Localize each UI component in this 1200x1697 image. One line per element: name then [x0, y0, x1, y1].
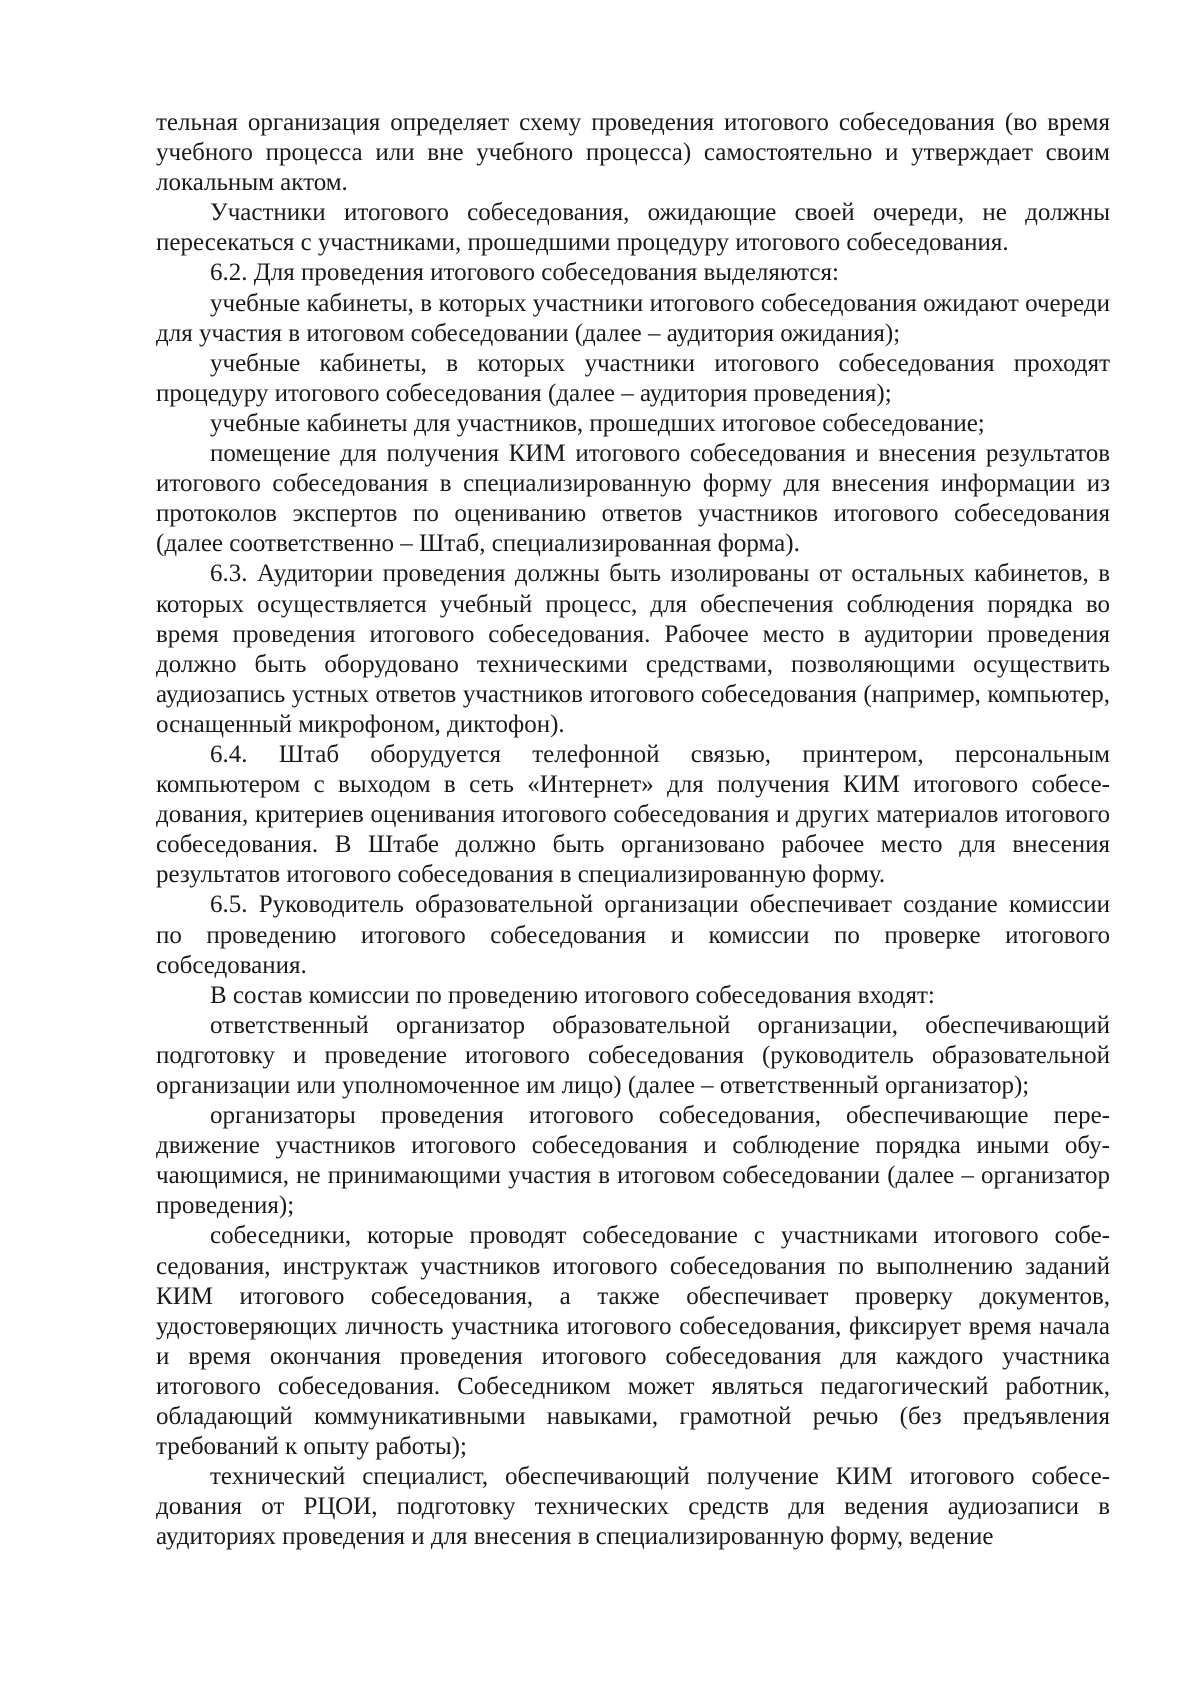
paragraph: Участники итогового собеседования, ожидающие своей очереди, не должны пересекаться с участниками, прошедшими процедуру итогового собеседования. [156, 199, 1110, 257]
paragraph: организаторы проведения итогового собеседования, обеспечивающие передвижение участников итогового собеседования и соблюдение порядка иными обучающимися, не принимающими участия в итоговом собеседовании (далее – организатор проведения); [156, 1102, 1110, 1220]
paragraph: помещение для получения КИМ итогового собеседования и внесения результатов итогового собеседования в специализированную форму для внесения информации из протоколов экспертов по оцениванию ответов участников итогового собеседования (далее соответственно – Штаб, специализированная форма). [156, 440, 1110, 558]
paragraph: учебные кабинеты, в которых участники итогового собеседования проходят процедуру итогового собеседования (далее – аудитория проведения); [156, 349, 1110, 407]
paragraph: В состав комиссии по проведению итогового собеседования входят: [210, 981, 935, 1009]
paragraph: тельная организация определяет схему проведения итогового собеседования (во время учебного процесса или вне учебного процесса) самостоятельно и утверждает своим локальным актом. [156, 109, 1110, 197]
paragraph: 6.2. Для проведения итогового собеседования выделяются: [210, 259, 839, 287]
document-page [156, 108, 1110, 1553]
paragraph: 6.5. Руководитель образовательной организации обеспечивает создание комиссии по проведению итогового собеседования и комиссии по проверке итогового собседования. [156, 891, 1110, 979]
paragraph: 6.4. Штаб оборудуется телефонной связью, принтером, персональным компьютером с выходом в сеть «Интернет» для получения КИМ итогового собеседования, критериев оценивания итогового собеседования и других материалов итогового собеседования. В Штабе должно быть организовано рабочее место для внесения результатов итогового собеседования в специализированную форму. [156, 740, 1110, 889]
paragraph: технический специалист, обеспечивающий получение КИМ итогового собеседования от РЦОИ, подготовку технических средств для ведения аудиозаписи в аудиториях проведения и для внесения в специализированную форму, ведение [156, 1463, 1110, 1551]
paragraph: 6.3. Аудитории проведения должны быть изолированы от остальных кабинетов, в которых осуществляется учебный процесс, для обеспечения соблюдения порядка во время проведения итогового собеседования. Рабочее место в аудитории проведения должно быть оборудовано техническими средствами, позволяющими осуществить аудиозапись устных ответов участников итогового собеседования (например, компьютер, оснащенный микрофоном, диктофон). [156, 560, 1110, 738]
paragraph: ответственный организатор образовательной организации, обеспечивающий подготовку и проведение итогового собеседования (руководитель образовательной организации или уполномоченное им лицо) (далее – ответственный организатор); [156, 1011, 1110, 1099]
paragraph: собеседники, которые проводят собеседование с участниками итогового собеседования, инструктаж участников итогового собеседования по выполнению заданий КИМ итогового собеседования, а также обеспечивает проверку документов, удостоверяющих личность участника итогового собеседования, фиксирует время начала и время окончания проведения итогового собеседования для каждого участника итогового собеседования. Собеседником может являться педагогический работник, обладающий коммуникативными навыками, грамотной речью (без предъявления требований к опыту работы); [156, 1222, 1110, 1461]
paragraph: учебные кабинеты для участников, прошедших итоговое собеседование; [210, 409, 985, 437]
paragraph: учебные кабинеты, в которых участники итогового собеседования ожидают очереди для участия в итоговом собеседовании (далее – аудитория ожидания); [156, 289, 1110, 347]
